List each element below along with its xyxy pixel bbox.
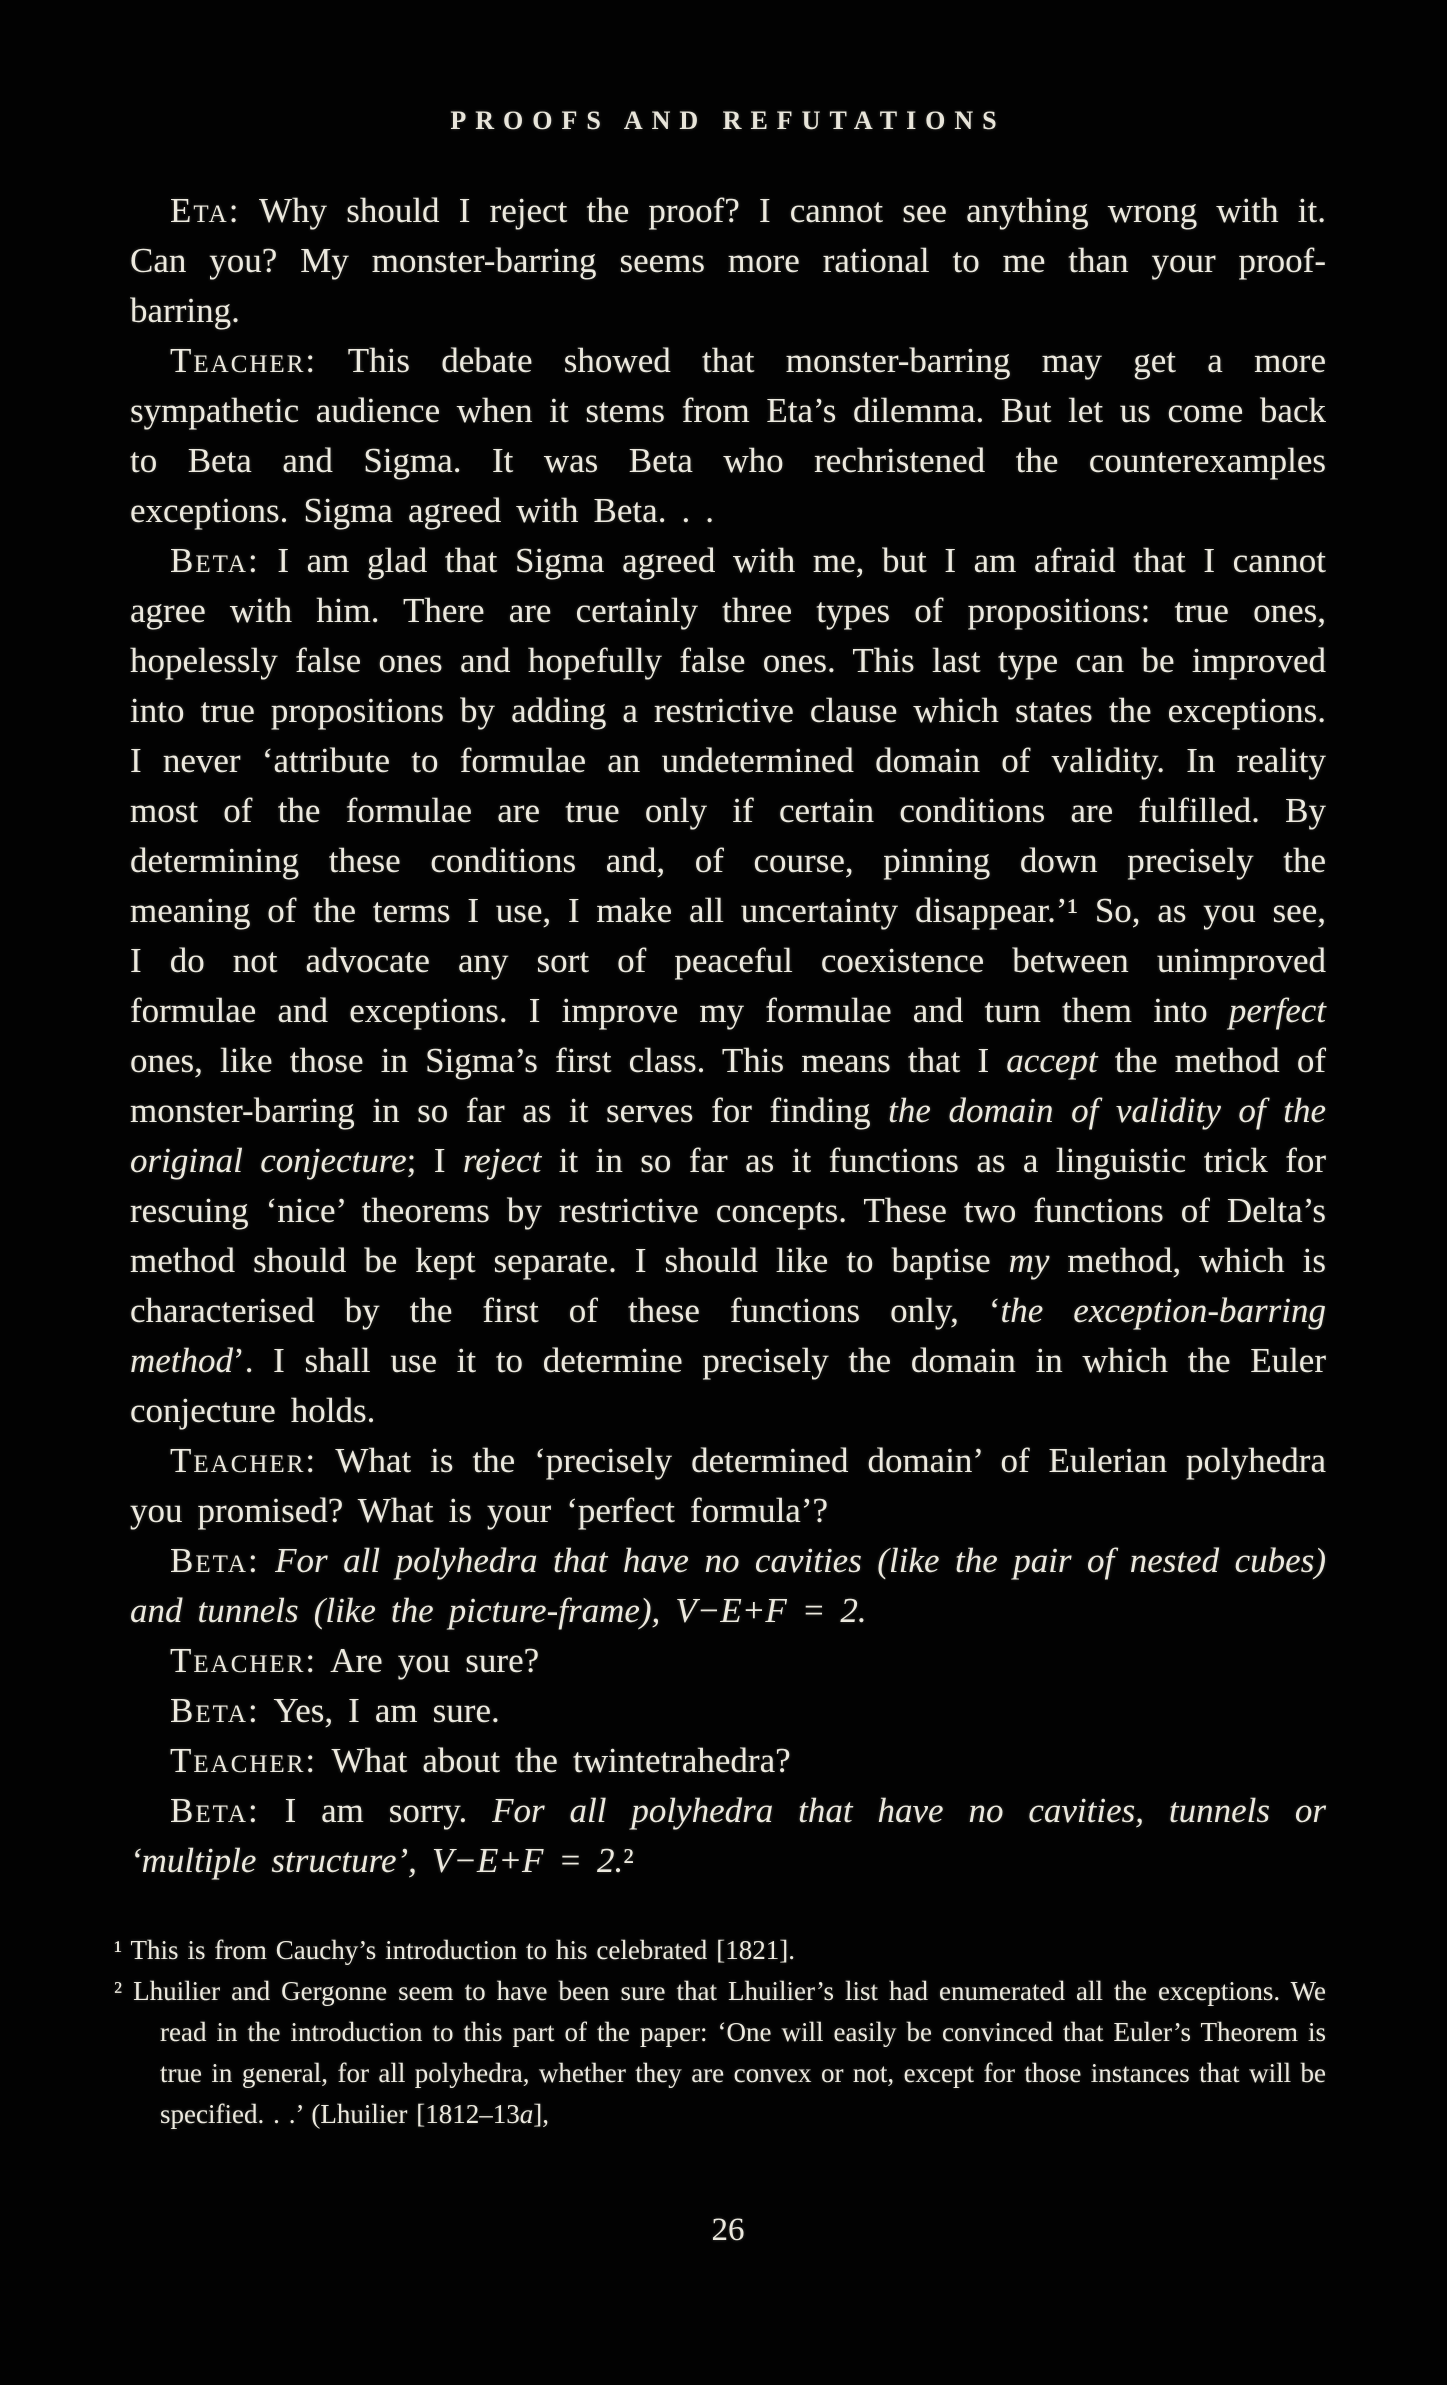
footnote-2 [114, 1971, 1326, 2135]
dialogue-paragraph-beta-1 [130, 536, 1326, 1436]
dialogue-segment: the method of monster-barring in so far as it serves for finding [130, 1041, 1326, 1130]
dialogue-segment: ; I [406, 1141, 463, 1180]
footnote-text: ], [533, 2099, 550, 2129]
speaker-label: Teacher: [170, 1741, 318, 1780]
dialogue-segment: ’. I shall use it to determine precisely the domain in which the Euler conjecture holds. [130, 1341, 1326, 1430]
speaker-label: Teacher: [170, 1441, 318, 1480]
dialogue-segment: What about the twintetrahedra? [331, 1741, 791, 1780]
footnote-marker: ¹ [114, 1935, 123, 1965]
speaker-label: Eta: [170, 191, 241, 230]
dialogue-paragraph-teacher-1 [130, 336, 1326, 536]
page-content [114, 0, 1327, 2135]
footnote-reference: ² [623, 1841, 634, 1880]
dialogue-segment-italic: reject [462, 1141, 542, 1180]
dialogue-segment-italic: For all polyhedra that have no cavities, tunnels or ‘multiple structure’, V−E+F = 2. [130, 1791, 1326, 1880]
dialogue-segment-italic: my [1008, 1241, 1050, 1280]
dialogue-segment: What is the ‘precisely determined domain’ of Eulerian polyhedra you promised? What is your ‘perfect formula’? [130, 1441, 1326, 1530]
speaker-label: Beta: [170, 1691, 260, 1730]
dialogue-segment: I am sorry. [284, 1791, 493, 1830]
dialogue-segment-italic: the domain of validity of the original conjecture [130, 1091, 1326, 1180]
speaker-label: Beta: [170, 1541, 260, 1580]
speaker-label: Teacher: [170, 341, 318, 380]
running-header: PROOFS AND REFUTATIONS [450, 106, 1006, 135]
dialogue-paragraph-teacher-4 [130, 1736, 1326, 1786]
dialogue-segment: Are you sure? [330, 1641, 540, 1680]
dialogue-paragraph-beta-3 [130, 1686, 1326, 1736]
footnote-1 [114, 1930, 1326, 1971]
dialogue-paragraph-eta-1 [130, 186, 1326, 336]
dialogue-paragraph-teacher-2 [130, 1436, 1326, 1536]
dialogue-segment: Yes, I am sure. [273, 1691, 500, 1730]
dialogue-paragraph-beta-4 [130, 1786, 1326, 1886]
footnotes-section [114, 1930, 1326, 2135]
dialogue-paragraph-beta-2 [130, 1536, 1326, 1636]
page-number: 26 [711, 2212, 745, 2248]
dialogue-segment: This debate showed that monster-barring may get a more sympathetic audience when it stems from Eta’s dilemma. But let us come back to Beta and Sigma. It was Beta who rechristened the counterexamples exceptions. Sigma agreed with Beta. . . [130, 341, 1326, 530]
dialogue-paragraph-teacher-3 [130, 1636, 1326, 1686]
dialogue-segment-italic: accept [1006, 1041, 1098, 1080]
dialogue-segment-italic: the exception-barring method [130, 1291, 1326, 1380]
dialogue-segment: method, which is characterised by the first of these functions only, ‘ [130, 1241, 1326, 1330]
footnote-marker: ² [114, 1976, 123, 2006]
footnote-text: Lhuilier and Gergonne seem to have been sure that Lhuilier’s list had enumerated all the exceptions. We read in the introduction to this part of the paper: ‘One will easily be convinced that Euler’s Theorem is true in general, for all polyhedra, whether they are convex or not, except for those instances that will be specified. . .’ (Lhuilier [1812–13 [133, 1976, 1326, 2129]
dialogue-segment: ones, like those in Sigma’s first class. This means that I [130, 1041, 1007, 1080]
speaker-label: Teacher: [170, 1641, 318, 1680]
speaker-label: Beta: [170, 541, 260, 580]
dialogue-segment: Why should I reject the proof? I cannot see anything wrong with it. Can you? My monster-barring seems more rational to me than your proof-barring. [130, 191, 1327, 330]
dialogue-segment: it in so far as it functions as a linguistic trick for rescuing ‘nice’ theorems by restrictive concepts. These two functions of Delta’s method should be kept separate. I should like to baptise [130, 1141, 1326, 1280]
dialogue-segment: I am glad that Sigma agreed with me, but I am afraid that I cannot agree with him. There are certainly three types of propositions: true ones, hopelessly false ones and hopefully false ones. This last type can be improved into true propositions by adding a restrictive clause which states the exceptions. I never ‘attribute to formulae an undetermined domain of validity. In reality most of the formulae are true only if certain conditions are fulfilled. By determining these conditions and, of course, pinning down precisely the meaning of the terms I use, I make all uncertainty disappear.’¹ So, as you see, I do not advocate any sort of peaceful coexistence between unimproved formulae and exceptions. I improve my formulae and turn them into [130, 541, 1326, 1030]
dialogue-segment-italic: For all polyhedra that have no cavities (like the pair of nested cubes) and tunnels (like the picture-frame), V−E+F = 2. [130, 1541, 1326, 1630]
footnote-text: This is from Cauchy’s introduction to his celebrated [1821]. [130, 1935, 795, 1965]
footnote-text-italic: a [519, 2099, 534, 2129]
speaker-label: Beta: [170, 1791, 260, 1830]
dialogue-segment-italic: perfect [1228, 991, 1326, 1030]
